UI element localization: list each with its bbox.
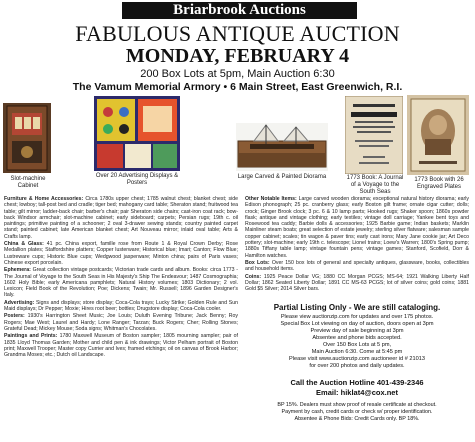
auction-advertisement	[2, 2, 473, 440]
contact-email: Email: hiklat4@cox.net	[316, 388, 398, 397]
photo-caption-5: 1773 Book with 26 Engraved Plates	[414, 177, 464, 190]
listing-text: 1780 Maxwell Museum of Boston sampler; 1805 mourning sampler; pair of 1835 Lloyd Thomas Garden; Mother and child pen & ink drawings; Victor Pelham portrait of Boston print; Maxwell Trooper; Master copy Currier and Ives; framed etchings; oil on canvas of Brook Harbor; Grandma Moses; etc.; Dutch oil Landscape.	[4, 333, 238, 359]
listing-heading: Posters:	[4, 313, 25, 320]
listing-heading: Box Lots:	[245, 259, 270, 266]
slot-machine-photo	[3, 103, 51, 173]
auction-venue: The Vamum Memorial Armory • 6 Main Street, East Greenwich, R.I.	[72, 81, 403, 93]
engraved-book-photo	[407, 95, 469, 175]
listing-paragraph	[4, 313, 238, 332]
listing-paragraph	[4, 241, 238, 266]
journal-book-photo	[345, 96, 403, 174]
listing-text: Over 150 box lots of general and specialty antiques, glassware, books, collectibles and household items.	[245, 259, 469, 273]
terms-footer	[245, 402, 469, 423]
listing-text: 1925 Peace Dollar VG; 1880 CC Morgan PCGS; MS-64; 1921 Walking Liberty Half Dollar; 1862 Seated Liberty Dollar; 1891 CC MS-63 PCGS; lot of silver coins; gold coins; 1881 Gold $5 Silver; 2014 Silver bars.	[245, 273, 469, 293]
listing-heading: Advertising:	[4, 299, 35, 306]
contact-block	[245, 378, 469, 398]
terms-line: Absentee & Phone Bids: Credit Cards only. BP 18%.	[294, 416, 420, 422]
terms-line: Payment by cash, credit cards or check w/ proper identification.	[281, 409, 433, 415]
listing-heading: Other Notable Items:	[245, 196, 297, 202]
info-line: for over 200 photos and daily updates.	[309, 363, 405, 369]
listing-text: 1930's Harrington Sheet Music; Joe Louis; Duluth Evening Tribune; Jack Benny; Roy Rogers; Mae West; Laurel and Hardy; Lone Ranger; Tarzan; Buck Rogers; Cher; Rolling Stones; Grateful Dead; Mickey Mouse; Soda signs; Whitman's Chocolates.	[4, 313, 238, 332]
journal-book-image	[345, 96, 403, 174]
listing-heading: Furniture & Home Accessories:	[4, 196, 84, 202]
photo-strip	[2, 95, 473, 195]
listing-paragraph	[4, 300, 238, 313]
listing-paragraph	[245, 274, 469, 293]
auction-date: MONDAY, FEBRUARY 4	[125, 45, 350, 67]
diorama-photo	[236, 123, 328, 171]
photo-caption-2: Over 20 Advertising Displays & Posters	[95, 173, 179, 186]
engraved-book-image	[407, 95, 469, 175]
info-line: Please visit www.auctionzip.com auctioneer id # 21013	[289, 356, 425, 362]
advertising-displays-image	[94, 96, 180, 171]
listing-text: Circa 1780s upper chest; 1785 walnut chest; blanket chest; side chest; lowboy; tall-post bed and cradle; tiger bed; mahogany card table; Sheraton stand; fruitwood tea table; gilt mirror; ladder-back chair; barber's chair; pair Sheraton side chairs; cast-iron coat rack; bow-back Windsor armchair; slot-machine cabinet; early sideboard; carpets; Persian rugs; 19th c. oil paintings; primitive painting of a schooner; 2 oval 3-drawer sewing stands; country painted carpet stand; painted cabinet; late American blanket chest; Art Nouveau mirror; inlaid oval table; Arts & Crafts lamp.	[4, 196, 238, 240]
photo-caption-3: Large Carved & Painted Diorama	[237, 174, 327, 180]
listing-paragraph	[4, 196, 238, 240]
photo-caption-1: Slot-machine Cabinet	[10, 176, 46, 189]
partial-listing-heading: Partial Listing Only - We are still cataloging.	[273, 303, 441, 312]
auction-times: 200 Box Lots at 5pm, Main Auction 6:30	[140, 68, 335, 80]
listing-paragraph	[245, 196, 469, 259]
listing-heading: Coins:	[245, 273, 262, 280]
info-line: Preview day of sale beginning at 3pm	[310, 328, 404, 334]
auction-hotline: Call the Auction Hotline 401-439-2346	[290, 378, 424, 387]
listing-paragraph	[245, 260, 469, 273]
headline: FABULOUS ANTIQUE AUCTION	[75, 21, 400, 46]
info-line: Over 150 Box Lots at 5 pm,	[322, 342, 392, 348]
listing-heading: Ephemera:	[4, 267, 31, 274]
listing-heading: China & Glass:	[4, 241, 44, 248]
slot-machine-image	[3, 103, 51, 173]
info-line: Main Auction 6:30. Come at 5:45 pm	[311, 349, 403, 355]
listing-heading: Paintings and Prints:	[4, 333, 58, 340]
terms-line: BP 15%. Dealers must show proof of resale certificate at checkout.	[277, 402, 437, 408]
auction-house-banner: Briarbrook Auctions	[122, 2, 357, 19]
info-line: Absentee and phone bids accepted.	[312, 335, 402, 341]
listing-text: Great collection vintage postcards; Victorian trade cards and album. Books: circa 1773 - The Journal of Voyage to the South Seas in His Majesty's Ship The Endeavour; 1487 Cosmographia; 1602 Holy Bible; early Americana pamphlets; Natural History volumes; 1803 Dictionary; 2 vol. Lexicon; Field Book of the Revolution; Poe; Dickens; Twain; Mr. Russell; 1896 Garden Designer's Italy.	[4, 267, 238, 299]
partial-listing-notes	[245, 314, 469, 370]
right-listing-column	[245, 196, 469, 300]
diorama-image	[236, 123, 328, 171]
left-listing-column	[4, 196, 238, 438]
info-line: Please view auctionzip.com for updates and over 175 photos.	[280, 314, 434, 320]
listing-text: Large carved wooden diorama; exceptional natural history diorama; early Edison phonograph; 25 pc. cranberry glass; early Boston gilt frame; ornate cigar cutter; dolls; crock; Ginger Brook clock; 3 pc. 6 & 10 lamp parts; Hooked rugs; Shaker spoon; 1860s powder flask; antique and vintage clothing; early textiles; vintage doll carriage; Yankee bent toys and Rosewood tea caddy; Barbie dolls & accessories; 1925 Barbie game; Indian baskets; Marklin Mainliner steam boats; great selection of estate jewelry; sterling silver flatware; salesman sample copper cabinet; scales; tin wagon & paver tins; early cast irons; Mary Jane cookie jar; Art Deco pottery; slot-machine; early 19th c. telescope; Lionel trains; Loew's Warren; 1800's Spring pump; 1880s Tiffany table lamp; vintage fountain pens; vintage games; Stanford, Scofield, Dorr & Hamilton watches.	[245, 196, 469, 259]
listing-paragraph	[4, 267, 238, 298]
listing-text: Signs and displays; store display; Coca-Cola trays; Lucky Strike; Golden Rule and Sun Maid displays; Dr Pepper; Moxie; Hires root beer; bottles; Drugstore display; Coca-Cola cooler.	[4, 299, 238, 313]
listing-text: 41 pc. China export, famille rose from Route 1 & Royal Crown Derby; Rose Medallion plates; Staffordshire platters; Copper lusterware; Historical blue; Imari; Canton; Flow Blue; Lustreware cups; Historic Blue cups; Wedgwood jasperware; Minton china; pairs of Paris vases; Chinese export porcelain.	[4, 241, 238, 266]
advertising-photo	[94, 96, 180, 171]
photo-caption-4: 1773 Book: A Journal of a Voyage to the South Seas	[346, 175, 404, 195]
listing-paragraph	[4, 333, 238, 358]
info-line: Special Box Lot viewing on day of auction, doors open at 3pm	[280, 321, 434, 327]
